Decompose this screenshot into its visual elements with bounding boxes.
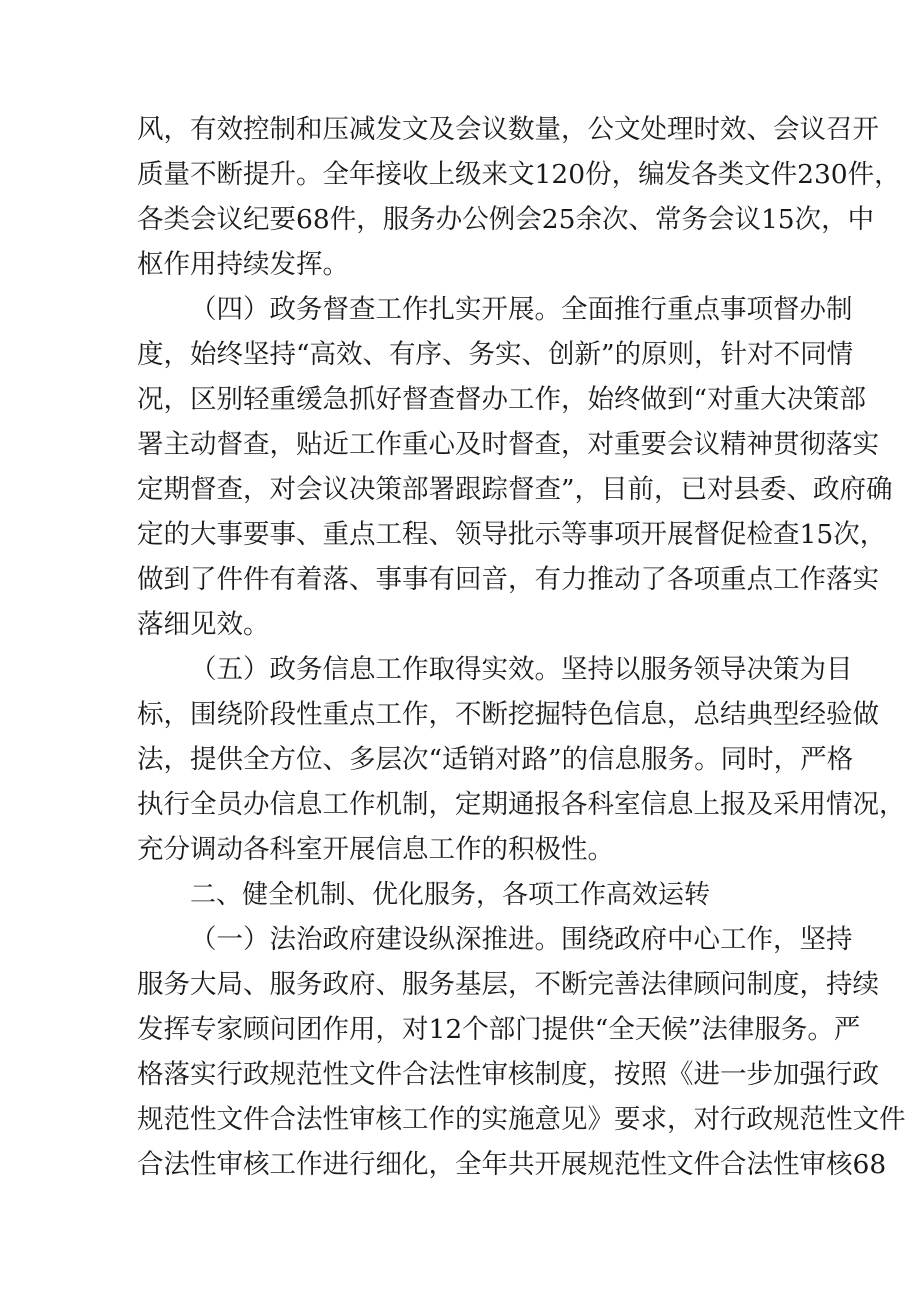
text-line: 风，有效控制和压减发文及会议数量，公文处理时效、会议召开 <box>137 114 879 145</box>
text-line: 度，始终坚持“高效、有序、务实、创新”的原则，针对不同情 <box>137 339 854 370</box>
text-line: （一）法治政府建设纵深推进。围绕政府中心工作，坚持 <box>190 924 853 955</box>
text-line: 合法性审核工作进行细化，全年共开展规范性文件合法性审核68 <box>137 1149 887 1180</box>
text-line: 落细见效。 <box>137 609 270 640</box>
section-heading: 二、健全机制、优化服务，各项工作高效运转 <box>190 880 711 910</box>
text-line: 质量不断提升。全年接收上级来文120份，编发各类文件230件， <box>137 159 901 190</box>
text-line: 发挥专家顾问团作用，对12个部门提供“全天候”法律服务。严 <box>137 1014 861 1045</box>
text-line: 枢作用持续发挥。 <box>137 249 349 280</box>
text-line: 定的大事要事、重点工程、领导批示等事项开展督促检查15次， <box>137 519 887 550</box>
text-line: （四）政务督查工作扎实开展。全面推行重点事项督办制 <box>190 294 853 325</box>
text-line: 服务大局、服务政府、服务基层，不断完善法律顾问制度，持续 <box>137 969 879 1000</box>
text-line: 定期督查，对会议决策部署跟踪督查”，目前，已对县委、政府确 <box>137 474 893 505</box>
text-line: 格落实行政规范性文件合法性审核制度，按照《进一步加强行政 <box>137 1059 879 1090</box>
text-line: 况，区别轻重缓急抓好督查督办工作，始终做到“对重大决策部 <box>137 384 867 415</box>
text-line: 标，围绕阶段性重点工作，不断挖掘特色信息，总结典型经验做 <box>137 699 879 730</box>
text-line: 法，提供全方位、多层次“适销对路”的信息服务。同时，严格 <box>137 744 854 775</box>
text-line: 各类会议纪要68件，服务办公例会25余次、常务会议15次，中 <box>137 204 875 235</box>
text-line: 做到了件件有着落、事事有回音，有力推动了各项重点工作落实 <box>137 564 879 595</box>
text-line: 执行全员办信息工作机制，定期通报各科室信息上报及采用情况， <box>137 789 906 820</box>
text-line: 署主动督查，贴近工作重心及时督查，对重要会议精神贯彻落实 <box>137 429 879 460</box>
text-line: （五）政务信息工作取得实效。坚持以服务领导决策为目 <box>190 654 853 685</box>
text-line: 规范性文件合法性审核工作的实施意见》要求，对行政规范性文件 <box>137 1104 906 1135</box>
text-line: 充分调动各科室开展信息工作的积极性。 <box>137 834 614 865</box>
